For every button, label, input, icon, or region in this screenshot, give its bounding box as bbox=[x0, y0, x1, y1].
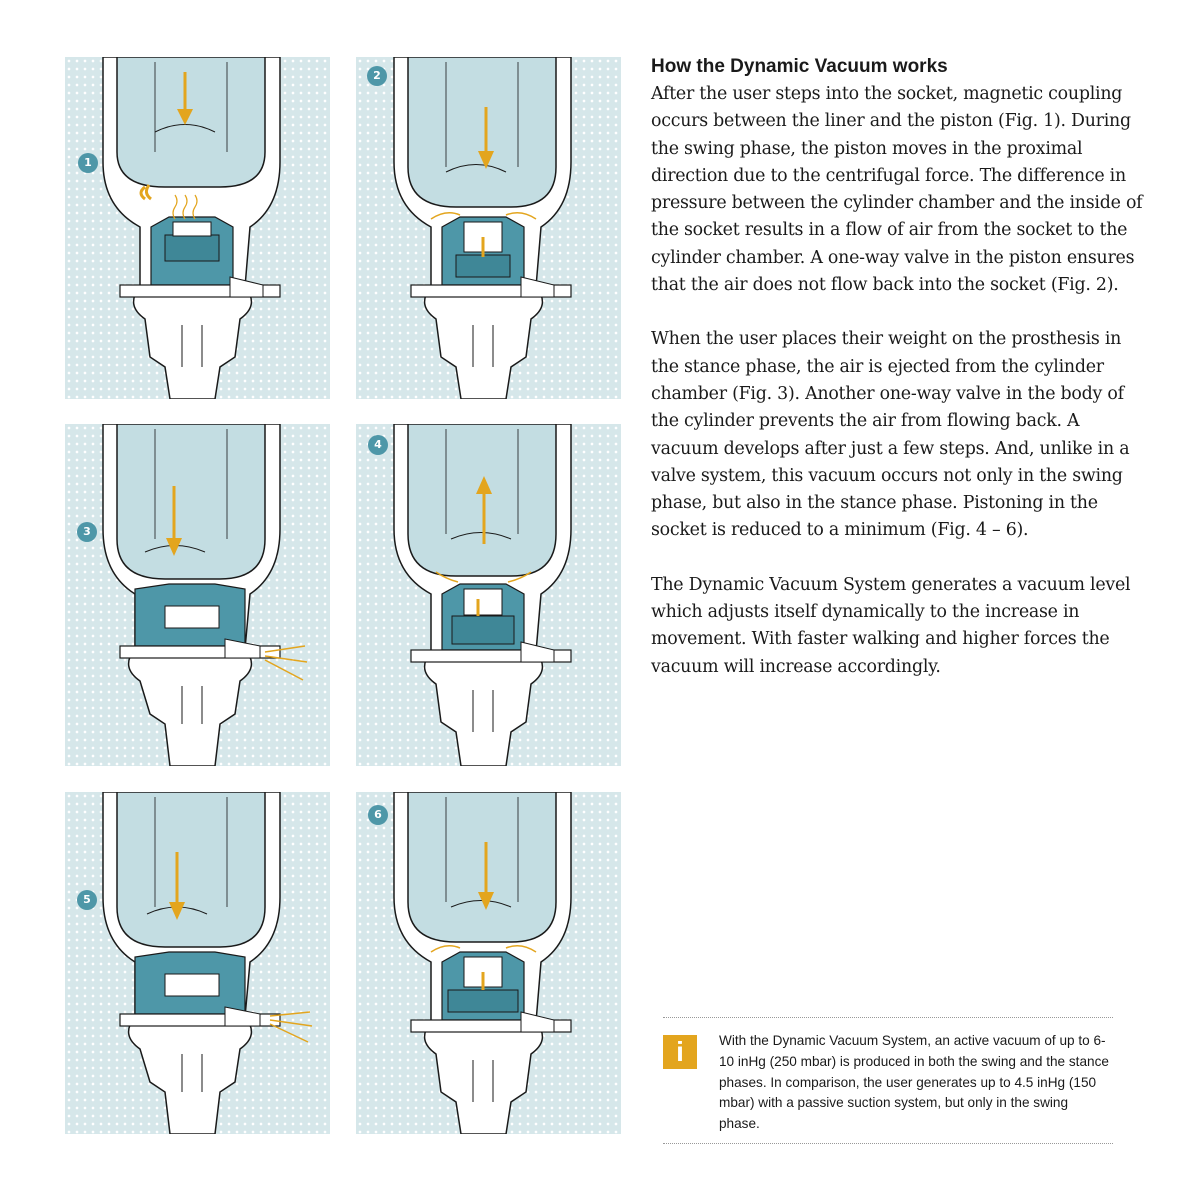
prosthesis-illustration bbox=[356, 424, 621, 766]
figure-6-panel bbox=[356, 792, 621, 1134]
divider bbox=[663, 1143, 1113, 1144]
article-heading: How the Dynamic Vacuum works bbox=[651, 56, 948, 77]
info-text: With the Dynamic Vacuum System, an active vacuum of up to 6-10 inHg (250 mbar) is produced in both the swing and the stance phases. In comparison, the user generates up to 4.5 inHg (150 mbar) with a passive suction system, but only in the swing phase. bbox=[719, 1033, 1109, 1132]
figure-number-badge: 6 bbox=[368, 805, 388, 825]
figure-5-panel bbox=[65, 792, 330, 1134]
figure-number-badge: 3 bbox=[77, 522, 97, 542]
figure-1-panel bbox=[65, 57, 330, 399]
figure-3-panel bbox=[65, 424, 330, 766]
prosthesis-illustration bbox=[65, 792, 330, 1134]
paragraph-3: The Dynamic Vacuum System generates a vacuum level which adjusts itself dynamically to the increase in movement. With faster walking and higher forces the vacuum will increase accordingly. bbox=[651, 574, 1131, 677]
prosthesis-illustration bbox=[65, 424, 330, 766]
figure-number-badge: 4 bbox=[368, 435, 388, 455]
info-box bbox=[663, 1017, 1113, 1145]
figure-2-panel bbox=[356, 57, 621, 399]
figure-4-panel bbox=[356, 424, 621, 766]
figure-number-badge: 2 bbox=[367, 66, 387, 86]
figure-number-badge: 5 bbox=[77, 890, 97, 910]
info-icon: i bbox=[663, 1035, 697, 1069]
divider bbox=[663, 1017, 1113, 1018]
prosthesis-illustration bbox=[356, 792, 621, 1134]
prosthesis-illustration bbox=[356, 57, 621, 399]
figure-number-badge: 1 bbox=[78, 153, 98, 173]
article-text bbox=[651, 56, 1151, 708]
prosthesis-illustration bbox=[65, 57, 330, 399]
paragraph-1: After the user steps into the socket, magnetic coupling occurs between the liner and the piston (Fig. 1). During the swing phase, the piston moves in the proximal direction due to the centrifugal force. The difference in pressure between the cylinder chamber and the inside of the socket results in a flow of air from the socket to the cylinder chamber. A one-way valve in the piston ensures that the air does not flow back into the socket (Fig. 2). bbox=[651, 84, 1143, 296]
paragraph-2: When the user places their weight on the prosthesis in the stance phase, the air is ejected from the cylinder chamber (Fig. 3). Another one-way valve in the body of the cylinder prevents the air from flowing back. A vacuum develops after just a few steps. And, unlike in a valve system, this vacuum occurs not only in the swing phase, but also in the stance phase. Pistoning in the socket is reduced to a minimum (Fig. 4 – 6). bbox=[651, 329, 1130, 541]
